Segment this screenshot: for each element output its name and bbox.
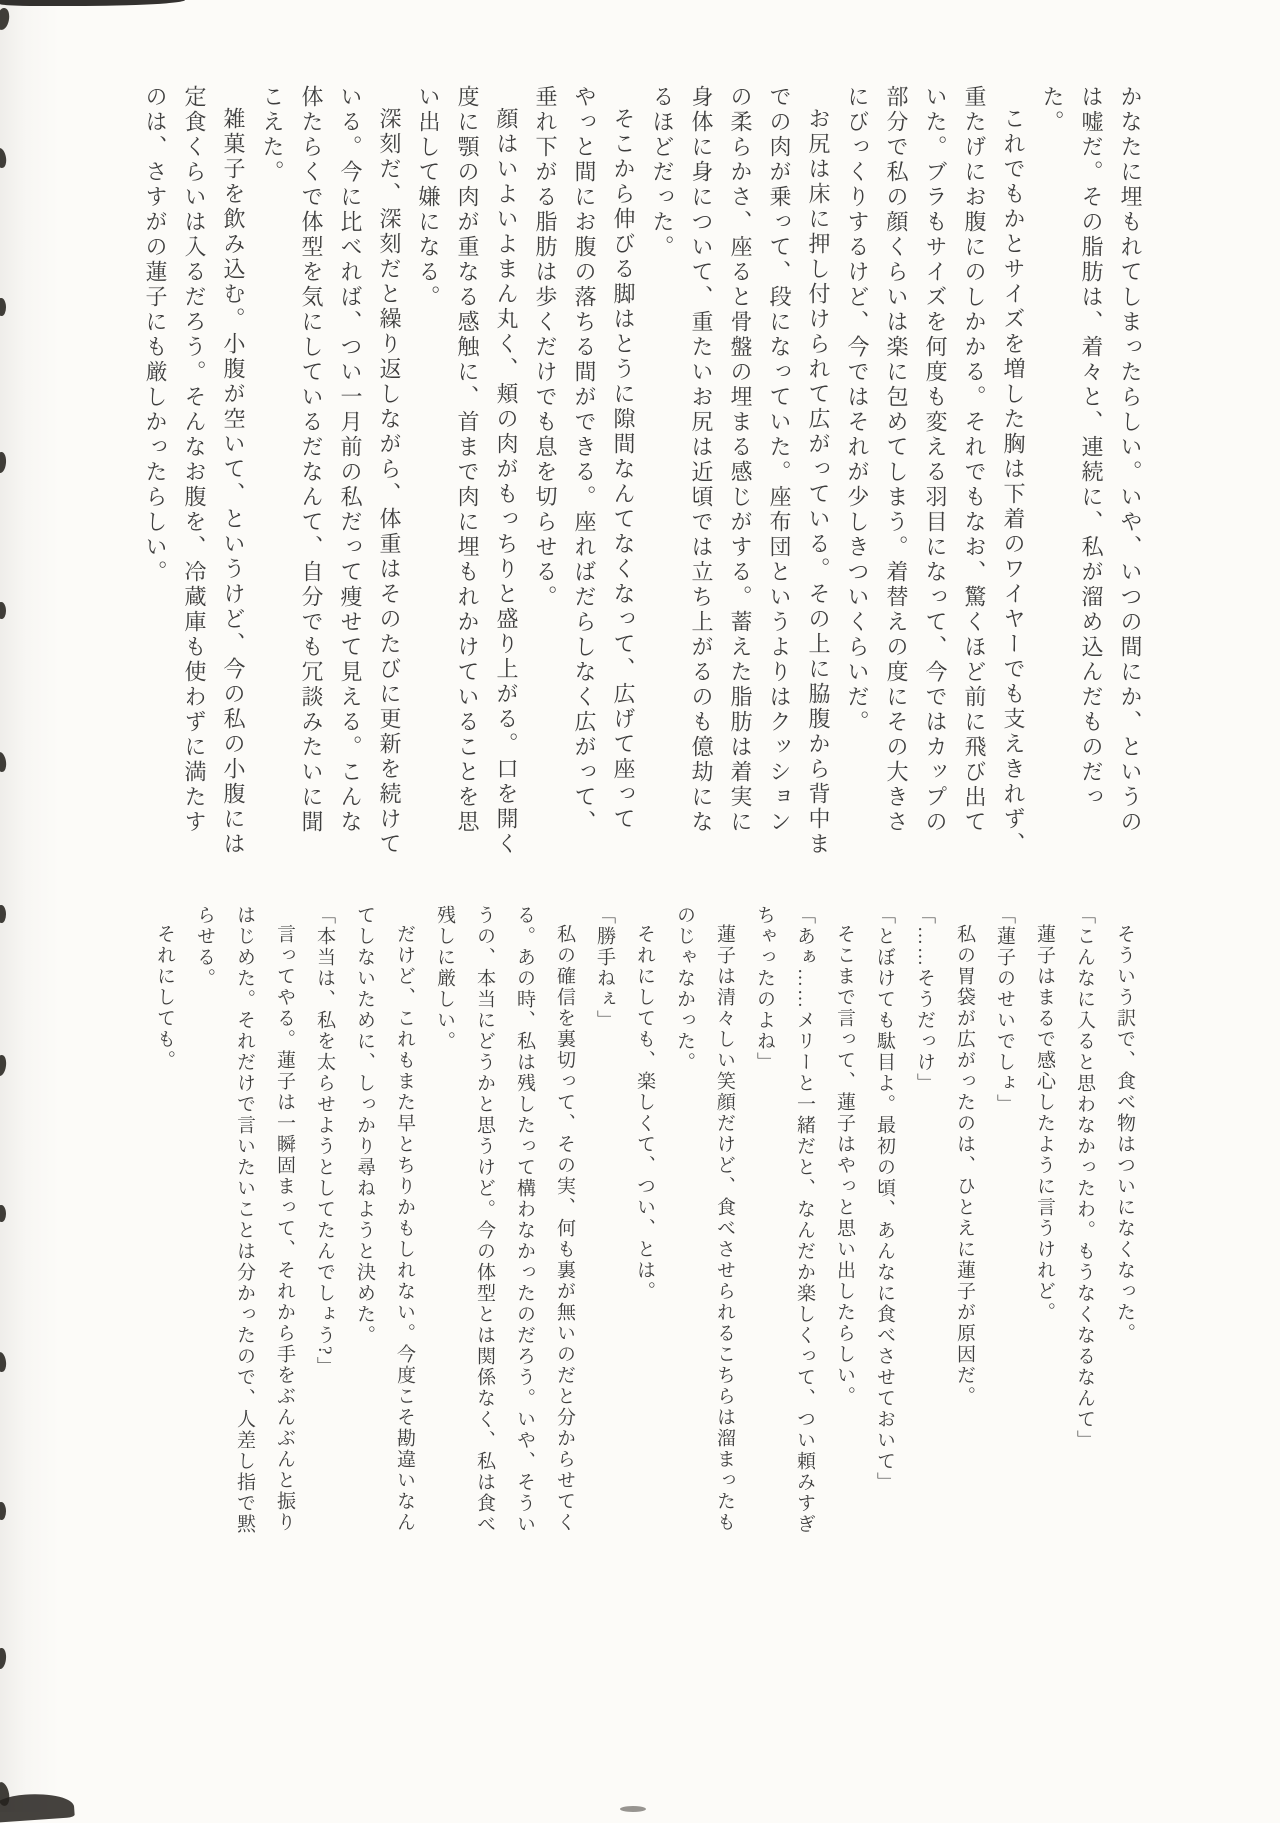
binding-mark (0, 7, 11, 31)
paragraph: 私の確信を裏切って、その実、何も裏が無いのだと分からせてくる。あの時、私は残したって構わなかったのだろう。いや、そういうの、本当にどうかと思うけど。今の体型とは関係なく、私は食べ残しに厳しい。 (434, 905, 575, 1535)
binding-mark (0, 298, 6, 316)
paragraph: そこまで言って、蓮子はやっと思い出したらしい。 (834, 924, 855, 1407)
paragraph: お尻は床に押し付けられて広がっている。その上に脇腹から背中までの肉が乗って、段になっていた。座布団というよりはクッションの柔らかさ、座ると骨盤の埋まる感じがする。蓄えた脂肪は着実に身体に身について、重たいお尻は近頃では立ち上がるのも億劫になるほどだった。 (650, 85, 831, 857)
binding-mark (0, 905, 6, 923)
binding-mark (0, 147, 7, 168)
paragraph: 雑菓子を飲み込む。小腹が空いて、というけど、今の私の小腹には定食くらいは入るだろう。そんなお腹を、冷蔵庫も使わずに満たすのは、さすがの蓮子にも厳しかったらしい。 (143, 85, 246, 857)
binding-mark (0, 602, 6, 619)
paragraph: 私の胃袋が広がったのは、ひとえに蓮子が原因だ。 (954, 924, 975, 1407)
paragraph: かなたに埋もれてしまったらしい。いや、いつの間にか、というのは嘘だ。その脂肪は、着々と、連続に、私が溜め込んだものだった。 (1040, 85, 1143, 835)
dialogue-line: 「こんなに入ると思わなかったわ。もうなくなるなんて」 (1074, 905, 1095, 1451)
dialogue-line: 「あぁ……メリーと一緒だと、なんだか楽しくって、つい頼みすぎちゃったのよね」 (754, 905, 815, 1535)
novel-text-block-top (143, 85, 1150, 858)
dialogue-line: 「……そうだっけ」 (914, 905, 935, 1094)
binding-mark (0, 1054, 8, 1076)
scan-speck-bottom (620, 1806, 646, 1812)
binding-mark (0, 452, 7, 474)
dialogue-line: 「蓮子のせいでしょ」 (994, 905, 1015, 1115)
paragraph: 深刻だ、深刻だと繰り返しながら、体重はそのたびに更新を続けている。今に比べれば、つい一月前の私だって痩せて見える。こんな体たらくで体型を気にしているだなんて、自分でも冗談みたいに聞こえた。 (260, 85, 402, 857)
binding-mark (0, 1502, 6, 1520)
paragraph: それにしても、楽しくて、つい、とは。 (634, 924, 655, 1302)
paragraph: 言ってやる。蓮子は一瞬固まって、それから手をぶんぶんと振りはじめた。それだけで言いたいことは分かったので、人差し指で黙らせる。 (194, 905, 295, 1535)
paragraph: そういう訳で、食べ物はついになくなった。 (1114, 924, 1135, 1344)
paragraph: だけど、これもまた早とちりかもしれない。今度こそ勘違いなんてしないために、しっかり尋ねようと決めた。 (354, 905, 415, 1533)
scan-smudge-bottom-left (0, 1791, 75, 1823)
binding-mark (0, 1205, 6, 1222)
scan-smudge-top-left (0, 0, 185, 6)
paragraph: 蓮子はまるで感心したように言うけれど。 (1034, 924, 1055, 1323)
paragraph: それにしても。 (154, 924, 175, 1071)
novel-text-block-bottom (138, 905, 1144, 1545)
paragraph: 蓮子は清々しい笑顔だけど、食べさせられるこちらは溜まったものじゃなかった。 (674, 905, 735, 1533)
dialogue-line: 「とぼけても駄目よ。最初の頃、あんなに食べさせておいて」 (874, 905, 895, 1493)
paragraph: そこから伸びる脚はとうに隙間なんてなくなって、広げて座ってやっと間にお腹の落ちる間ができる。座ればだらしなく広がって、垂れ下がる脂肪は歩くだけでも息を切らせる。 (533, 85, 636, 835)
binding-mark (0, 751, 7, 772)
binding-mark (0, 1647, 7, 1669)
dialogue-line: 「本当は、私を太らせようとしてたんでしょう?」 (314, 905, 335, 1378)
paragraph: これでもかとサイズを増した胸は下着のワイヤーでも支えきれず、重たげにお腹にのしかかる。それでもなお、驚くほど前に飛び出ていた。ブラもサイズを何度も変える羽目になって、今ではカップの部分で私の顔くらいは楽に包めてしまう。着替えの度にその大きさにびっくりするけど、今ではそれが少しきついくらいだ。 (845, 85, 1026, 857)
binding-mark (0, 1352, 7, 1373)
paragraph: 顔はいよいよまん丸く、頬の肉がもっちりと盛り上がる。口を開く度に顎の肉が重なる感触に、首まで肉に埋もれかけていることを思い出して嫌になる。 (416, 85, 519, 857)
dialogue-line: 「勝手ねぇ」 (594, 905, 615, 1031)
